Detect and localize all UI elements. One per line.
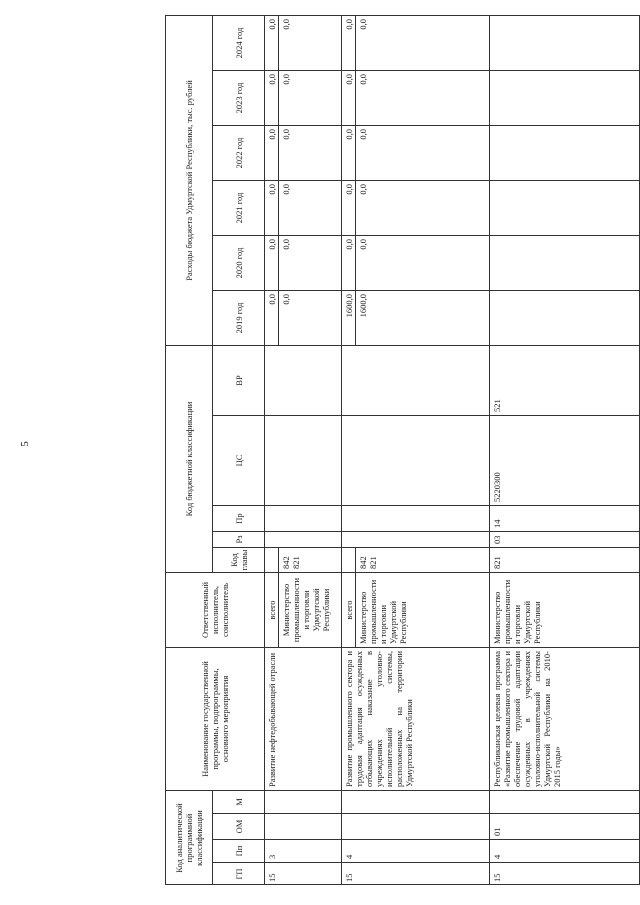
row3-name: Республиканская целевая программа «Развитие промышленного сектора и обеспечение трудовой адаптации осужденных в учреждениях уголовно-исполнительной системы Удмуртской Республики на 2010-2015 годы» (490, 647, 640, 790)
header-year-2020: 2020 год (213, 235, 265, 290)
row2-glava: 842 821 (356, 547, 490, 572)
row1-min-2023: 0,0 (279, 70, 342, 125)
row1-total-2023: 0,0 (265, 70, 279, 125)
header-kod-budget: Код бюджетной классификации (165, 345, 213, 572)
row1-total-2019: 0,0 (265, 290, 279, 345)
row2-name: Развитие промышленного сектора и трудовая адаптация осужденных отбывающих наказание в учреждениях уголовно-исполнительной системы, расположенных на территории Удмуртской Республики (342, 647, 490, 790)
row2-min-2023: 0,0 (356, 70, 490, 125)
row2-executor: Министерство промышленности и торговли Удмуртской Республики (356, 572, 490, 647)
row1-min-2022: 0,0 (279, 125, 342, 180)
row1-total-2022: 0,0 (265, 125, 279, 180)
row1-rz (265, 531, 342, 547)
header-vr: ВР (213, 345, 265, 415)
header-kod-program: Код аналитической программной классификации (165, 790, 213, 885)
header-name: Наименование государственной программы, подпрограммы, основного мероприятия (165, 647, 265, 790)
row2-glava-total (342, 547, 356, 572)
row1-total-2020: 0,0 (265, 235, 279, 290)
row3-glava: 821 (490, 547, 640, 572)
row1-glava-total (265, 547, 279, 572)
header-pr: Пр (213, 505, 265, 531)
page-number: 5 (19, 441, 31, 447)
row2-total-2021: 0,0 (342, 180, 356, 235)
row3-rz: 03 (490, 531, 640, 547)
row2-total-2020: 0,0 (342, 235, 356, 290)
row1-min-2021: 0,0 (279, 180, 342, 235)
row2-total-2019: 1600,0 (342, 290, 356, 345)
row1-name: Развитие нефтедобывающей отрасли (265, 647, 342, 790)
row2-executor-total: всего (342, 572, 356, 647)
header-executor: Ответственный исполнитель, соисполнитель (165, 572, 265, 647)
row1-m (265, 790, 342, 813)
row1-total-2024: 0,0 (265, 15, 279, 70)
row2-min-2021: 0,0 (356, 180, 490, 235)
row2-total-2022: 0,0 (342, 125, 356, 180)
header-cs: ЦС (213, 415, 265, 505)
row1-pp: 3 (265, 839, 342, 862)
row2-rz (342, 531, 490, 547)
row1-total-2021: 0,0 (265, 180, 279, 235)
row1-executor-total: всего (265, 572, 279, 647)
row3-gp: 15 (490, 862, 640, 885)
row3-2021 (490, 180, 640, 235)
row3-2019 (490, 290, 640, 345)
header-m: М (213, 790, 265, 813)
row3-2023 (490, 70, 640, 125)
header-year-2023: 2023 год (213, 70, 265, 125)
row3-pr: 14 (490, 505, 640, 531)
header-rz: Рз (213, 531, 265, 547)
row2-om (342, 813, 490, 839)
row2-total-2023: 0,0 (342, 70, 356, 125)
header-year-2022: 2022 год (213, 125, 265, 180)
row1-vr (265, 345, 342, 415)
row1-gp: 15 (265, 862, 342, 885)
row3-2024 (490, 15, 640, 70)
budget-table (165, 15, 640, 885)
row2-gp: 15 (342, 862, 490, 885)
row1-pr (265, 505, 342, 531)
row1-glava: 842 821 (279, 547, 342, 572)
header-year-2019: 2019 год (213, 290, 265, 345)
row2-min-2019: 1600,0 (356, 290, 490, 345)
row1-min-2024: 0,0 (279, 15, 342, 70)
row3-m (490, 790, 640, 813)
row2-min-2024: 0,0 (356, 15, 490, 70)
header-kod-glavy: Код главы (213, 547, 265, 572)
row2-min-2022: 0,0 (356, 125, 490, 180)
row2-pr (342, 505, 490, 531)
row1-min-2019: 0,0 (279, 290, 342, 345)
row2-pp: 4 (342, 839, 490, 862)
row3-pp: 4 (490, 839, 640, 862)
row1-om (265, 813, 342, 839)
row1-executor: Министерство промышленности и торговли Удмуртской Республики (279, 572, 342, 647)
row2-cs (342, 415, 490, 505)
row2-total-2024: 0,0 (342, 15, 356, 70)
row2-vr (342, 345, 490, 415)
row3-cs: 5220300 (490, 415, 640, 505)
row3-vr: 521 (490, 345, 640, 415)
header-gp: ГП (213, 862, 265, 885)
header-pp: Пп (213, 839, 265, 862)
row3-om: 01 (490, 813, 640, 839)
row1-min-2020: 0,0 (279, 235, 342, 290)
row2-m (342, 790, 490, 813)
row3-executor: Министерство промышленности и торговли Удмуртской Республики (490, 572, 640, 647)
header-year-2021: 2021 год (213, 180, 265, 235)
header-om: ОМ (213, 813, 265, 839)
row3-2020 (490, 235, 640, 290)
row2-min-2020: 0,0 (356, 235, 490, 290)
row1-cs (265, 415, 342, 505)
row3-2022 (490, 125, 640, 180)
header-expenses: Расходы бюджета Удмуртской Республики, тыс. рублей (165, 15, 213, 345)
header-year-2024: 2024 год (213, 15, 265, 70)
